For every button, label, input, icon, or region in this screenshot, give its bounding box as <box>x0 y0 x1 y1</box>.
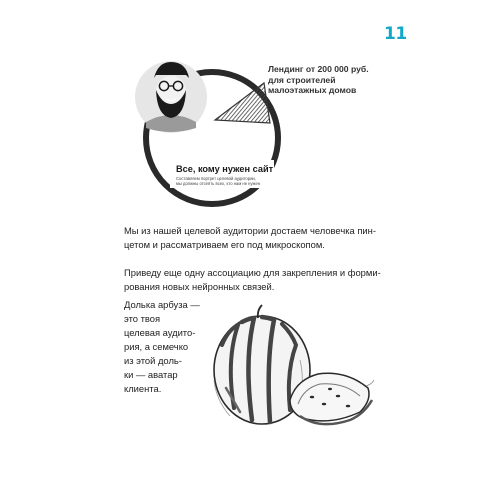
subtitle-line: Составляем портрет целевой аудитории, <box>176 176 256 181</box>
caption-line: клиента. <box>124 383 162 394</box>
caption-line: из этой доль- <box>124 355 182 366</box>
paragraph-line: Приведу еще одну ассоциацию для закрепления и форми- <box>124 267 381 278</box>
paragraph-line: рования новых нейронных связей. <box>124 281 275 292</box>
caption-line: целевая аудито- <box>124 327 196 338</box>
page-number: 11 <box>384 24 407 44</box>
caption-line: ки — аватар <box>124 369 178 380</box>
caption-line: это твоя <box>124 313 161 324</box>
paragraph-line: Мы из нашей целевой аудитории достаем человечка пин- <box>124 225 376 236</box>
watermelon-slice <box>290 373 374 424</box>
subtitle-line: мы должны отсеять всех, кто нам не нужен <box>176 181 261 186</box>
figure-title: Все, кому нужен сайт <box>176 164 274 174</box>
paragraph-line: цетом и рассматриваем его под микроскопом. <box>124 239 325 250</box>
caption-line: рия, а семечко <box>124 341 189 352</box>
callout-line: малоэтажных домов <box>268 85 357 95</box>
callout-line: Лендинг от 200 000 руб. <box>268 64 369 74</box>
caption-line: Долька арбуза — <box>124 299 200 310</box>
callout-line: для строителей <box>268 74 336 85</box>
